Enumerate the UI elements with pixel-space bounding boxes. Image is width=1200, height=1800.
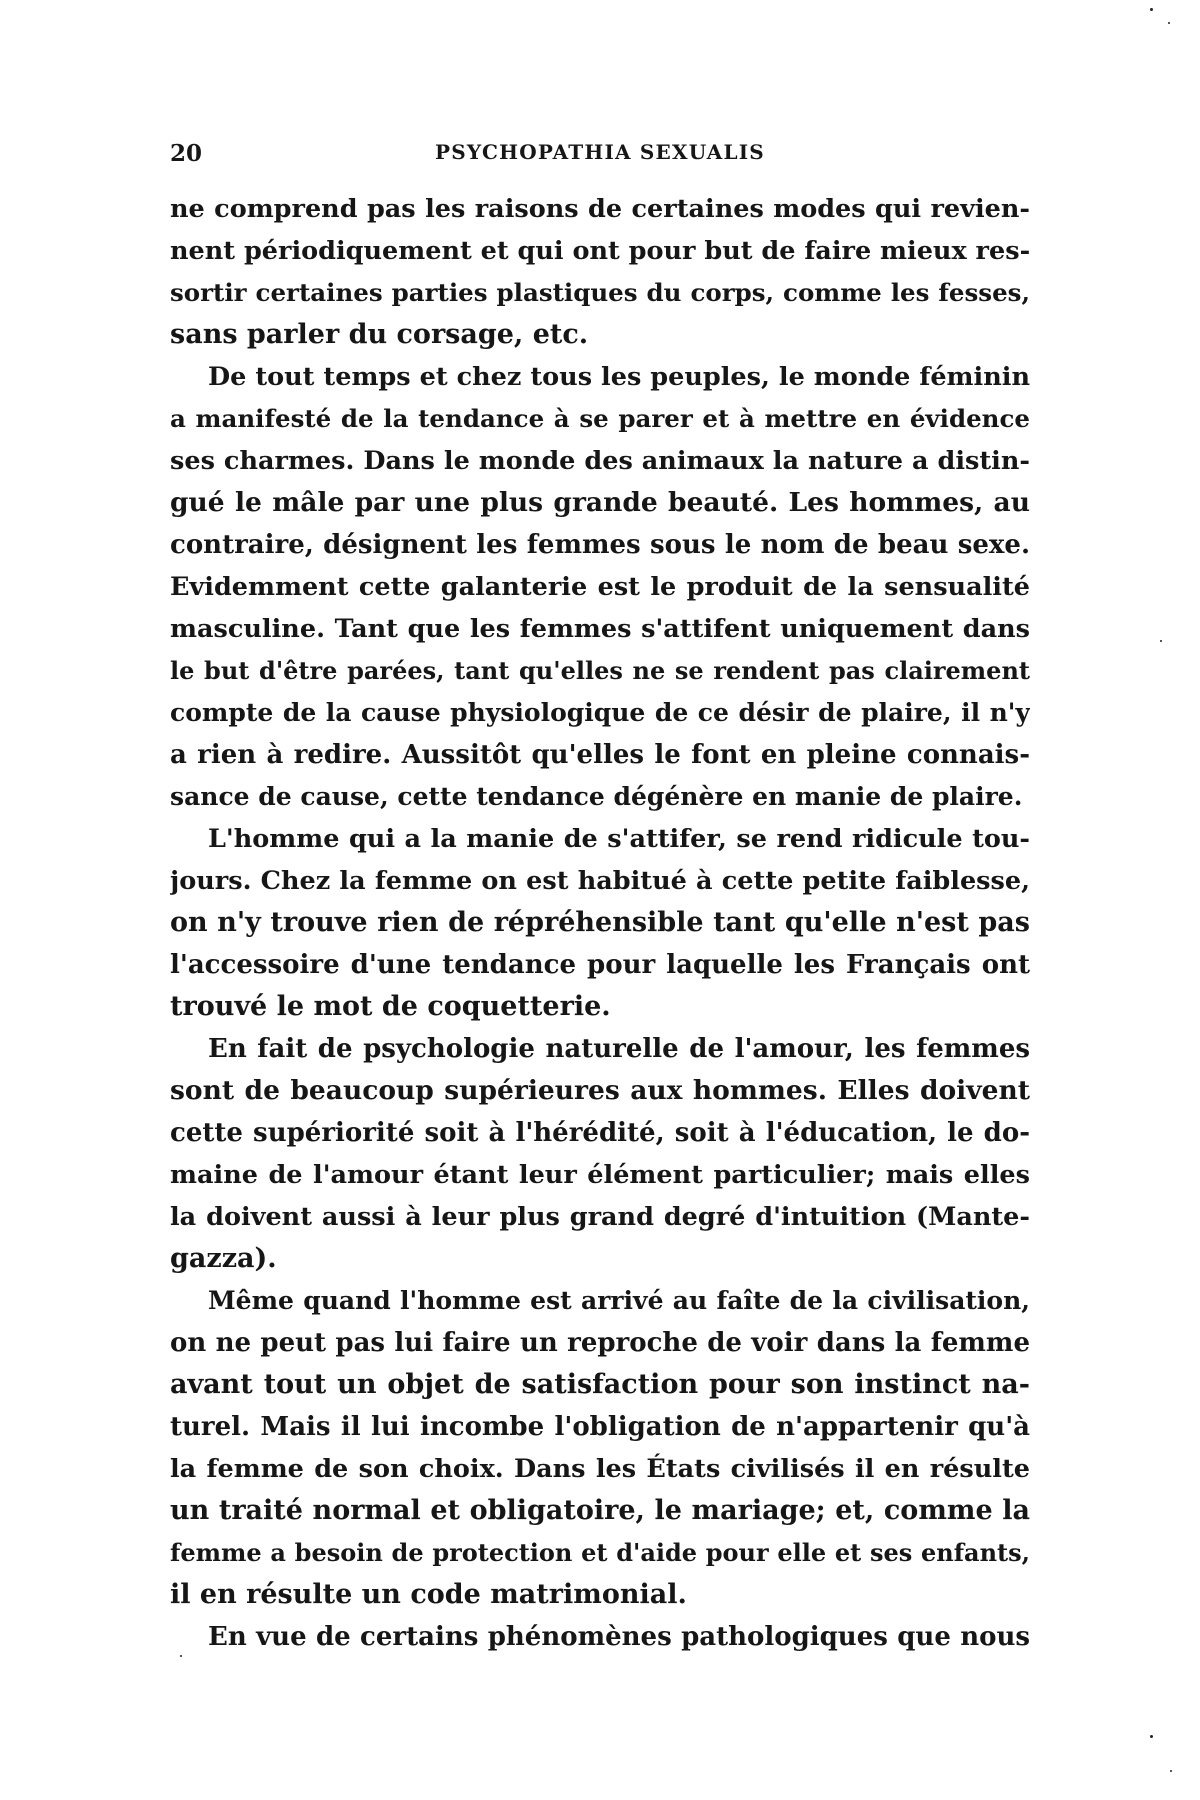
text-line: a manifesté de la tendance à se parer et à mettre en évidence [170, 404, 1030, 433]
text-line: a rien à redire. Aussitôt qu'elles le font en pleine connais- [170, 740, 1030, 770]
text-line: ses charmes. Dans le monde des animaux la nature a distin- [170, 446, 1030, 476]
scan-speck [1170, 1770, 1172, 1772]
text-line: masculine. Tant que les femmes s'attifent uniquement dans [170, 614, 1030, 644]
text-line: on ne peut pas lui faire un reproche de voir dans la femme [170, 1328, 1030, 1358]
text-line: De tout temps et chez tous les peuples, le monde féminin [208, 362, 1030, 392]
text-line: sance de cause, cette tendance dégénère en manie de plaire. [170, 782, 1023, 811]
text-line: la femme de son choix. Dans les États civilisés il en résulte [170, 1454, 1030, 1484]
text-line: ne comprend pas les raisons de certaines modes qui revien- [170, 194, 1030, 224]
text-line: un traité normal et obligatoire, le mariage; et, comme la [170, 1495, 1030, 1526]
text-line: avant tout un objet de satisfaction pour son instinct na- [170, 1369, 1030, 1400]
page-header [170, 140, 1030, 176]
text-line: Evidemment cette galanterie est le produit de la sensualité [170, 572, 1030, 602]
scan-speck [1168, 22, 1170, 24]
text-line: Même quand l'homme est arrivé au faîte de la civilisation, [208, 1286, 1030, 1315]
text-line: nent périodiquement et qui ont pour but de faire mieux res- [170, 236, 1030, 266]
text-line: contraire, désignent les femmes sous le nom de beau sexe. [170, 530, 1030, 560]
text-line: jours. Chez la femme on est habitué à cette petite faiblesse, [170, 866, 1030, 896]
text-line: la doivent aussi à leur plus grand degré d'intuition (Mante- [170, 1202, 1030, 1232]
scan-speck [1160, 640, 1162, 642]
scan-speck [1150, 1735, 1153, 1738]
text-line: gué le mâle par une plus grande beauté. Les hommes, au [170, 487, 1030, 518]
page-number: 20 [170, 140, 203, 167]
text-line: sortir certaines parties plastiques du corps, comme les fesses, [170, 278, 1030, 307]
text-line: l'accessoire d'une tendance pour laquelle les Français ont [170, 950, 1030, 980]
text-line: maine de l'amour étant leur élément particulier; mais elles [170, 1160, 1030, 1190]
text-line: femme a besoin de protection et d'aide pour elle et ses enfants, [170, 1538, 1030, 1567]
text-line: gazza). [170, 1243, 277, 1274]
scan-speck [180, 1655, 182, 1657]
text-line: cette supériorité soit à l'hérédité, soit à l'éducation, le do- [170, 1118, 1030, 1148]
text-line: sans parler du corsage, etc. [170, 319, 589, 350]
text-line: le but d'être parées, tant qu'elles ne se rendent pas clairement [170, 656, 1030, 685]
body-text [170, 188, 1030, 1658]
text-line: trouvé le mot de coquetterie. [170, 991, 611, 1022]
running-title: PSYCHOPATHIA SEXUALIS [435, 140, 765, 164]
text-line: sont de beaucoup supérieures aux hommes. Elles doivent [170, 1075, 1030, 1106]
text-line: on n'y trouve rien de répréhensible tant qu'elle n'est pas [170, 907, 1030, 938]
text-line: En fait de psychologie naturelle de l'amour, les femmes [208, 1034, 1030, 1064]
text-line: compte de la cause physiologique de ce désir de plaire, il n'y [170, 698, 1030, 727]
text-line: turel. Mais il lui incombe l'obligation de n'appartenir qu'à [170, 1412, 1030, 1442]
scan-speck [1150, 8, 1153, 11]
text-line: L'homme qui a la manie de s'attifer, se rend ridicule tou- [208, 824, 1030, 854]
text-line: En vue de certains phénomènes pathologiques que nous [208, 1622, 1030, 1652]
text-line: il en résulte un code matrimonial. [170, 1579, 687, 1610]
